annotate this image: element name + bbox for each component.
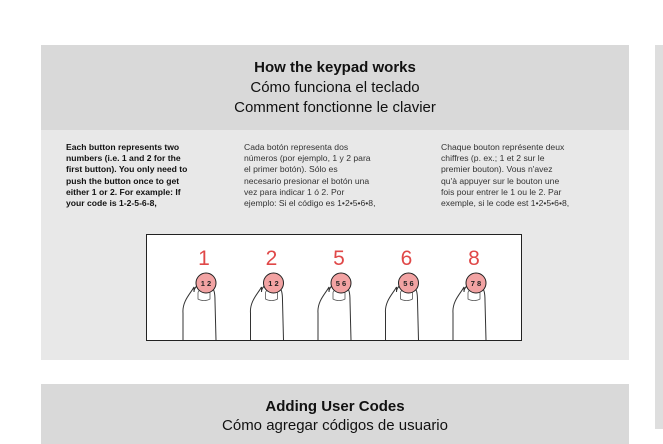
title-french: Comment fonctionne le clavier [234,99,436,116]
instructions-french: Chaque bouton représente deux chiffres (p. ex.; 1 et 2 sur le premier bouton). Vous n'avez qu'à appuyer sur le bouton une fois pour entrer le 1 ou le 2. Par exemple, si le code est 1•2•5•6•8, [441,142,570,209]
keypad-key-4 [385,247,418,340]
keypad-button-label: 7 8 [470,279,482,288]
example-digit: 1 [198,247,210,270]
keypad-button-label: 1 2 [268,279,279,288]
example-digit: 6 [400,247,413,270]
example-digit: 8 [468,247,480,270]
keypad-key-1 [183,247,216,340]
example-digit: 2 [265,247,278,270]
instructions-spanish: Cada botón representa dos números (por ejemplo, 1 y 2 para el primer botón). Sólo es necesario presionar el botón una vez para indicar 1 ó 2. Por ejemplo: Si el código es 1•2•5•6•8, [244,142,376,209]
keypad-key-3 [318,247,351,340]
panel-header [41,45,629,130]
instructions-english: Each button represents two numbers (i.e. 1 and 2 for the first button). You only need to push the button once to get either 1 or 2. For example: If your code is 1-2-5-6-8, [66,142,188,209]
keypad-key-2 [250,247,283,340]
keypad-button-label: 5 6 [335,279,347,288]
keypad-button-label: 5 6 [403,279,414,288]
keypad-instructions-panel [41,45,629,360]
section2-title-english: Adding User Codes [265,398,405,415]
adding-user-codes-panel [41,384,629,444]
adjacent-page-edge [655,45,663,429]
example-digit: 5 [333,247,345,270]
section2-title-spanish: Cómo agregar códigos de usuario [222,417,448,434]
keypad-key-5 [453,247,486,340]
keypad-illustration [146,234,522,341]
title-spanish: Cómo funciona el teclado [250,79,420,96]
keypad-example-graphic [147,235,521,340]
title-english: How the keypad works [254,59,416,76]
keypad-button-label: 1 2 [200,279,212,288]
